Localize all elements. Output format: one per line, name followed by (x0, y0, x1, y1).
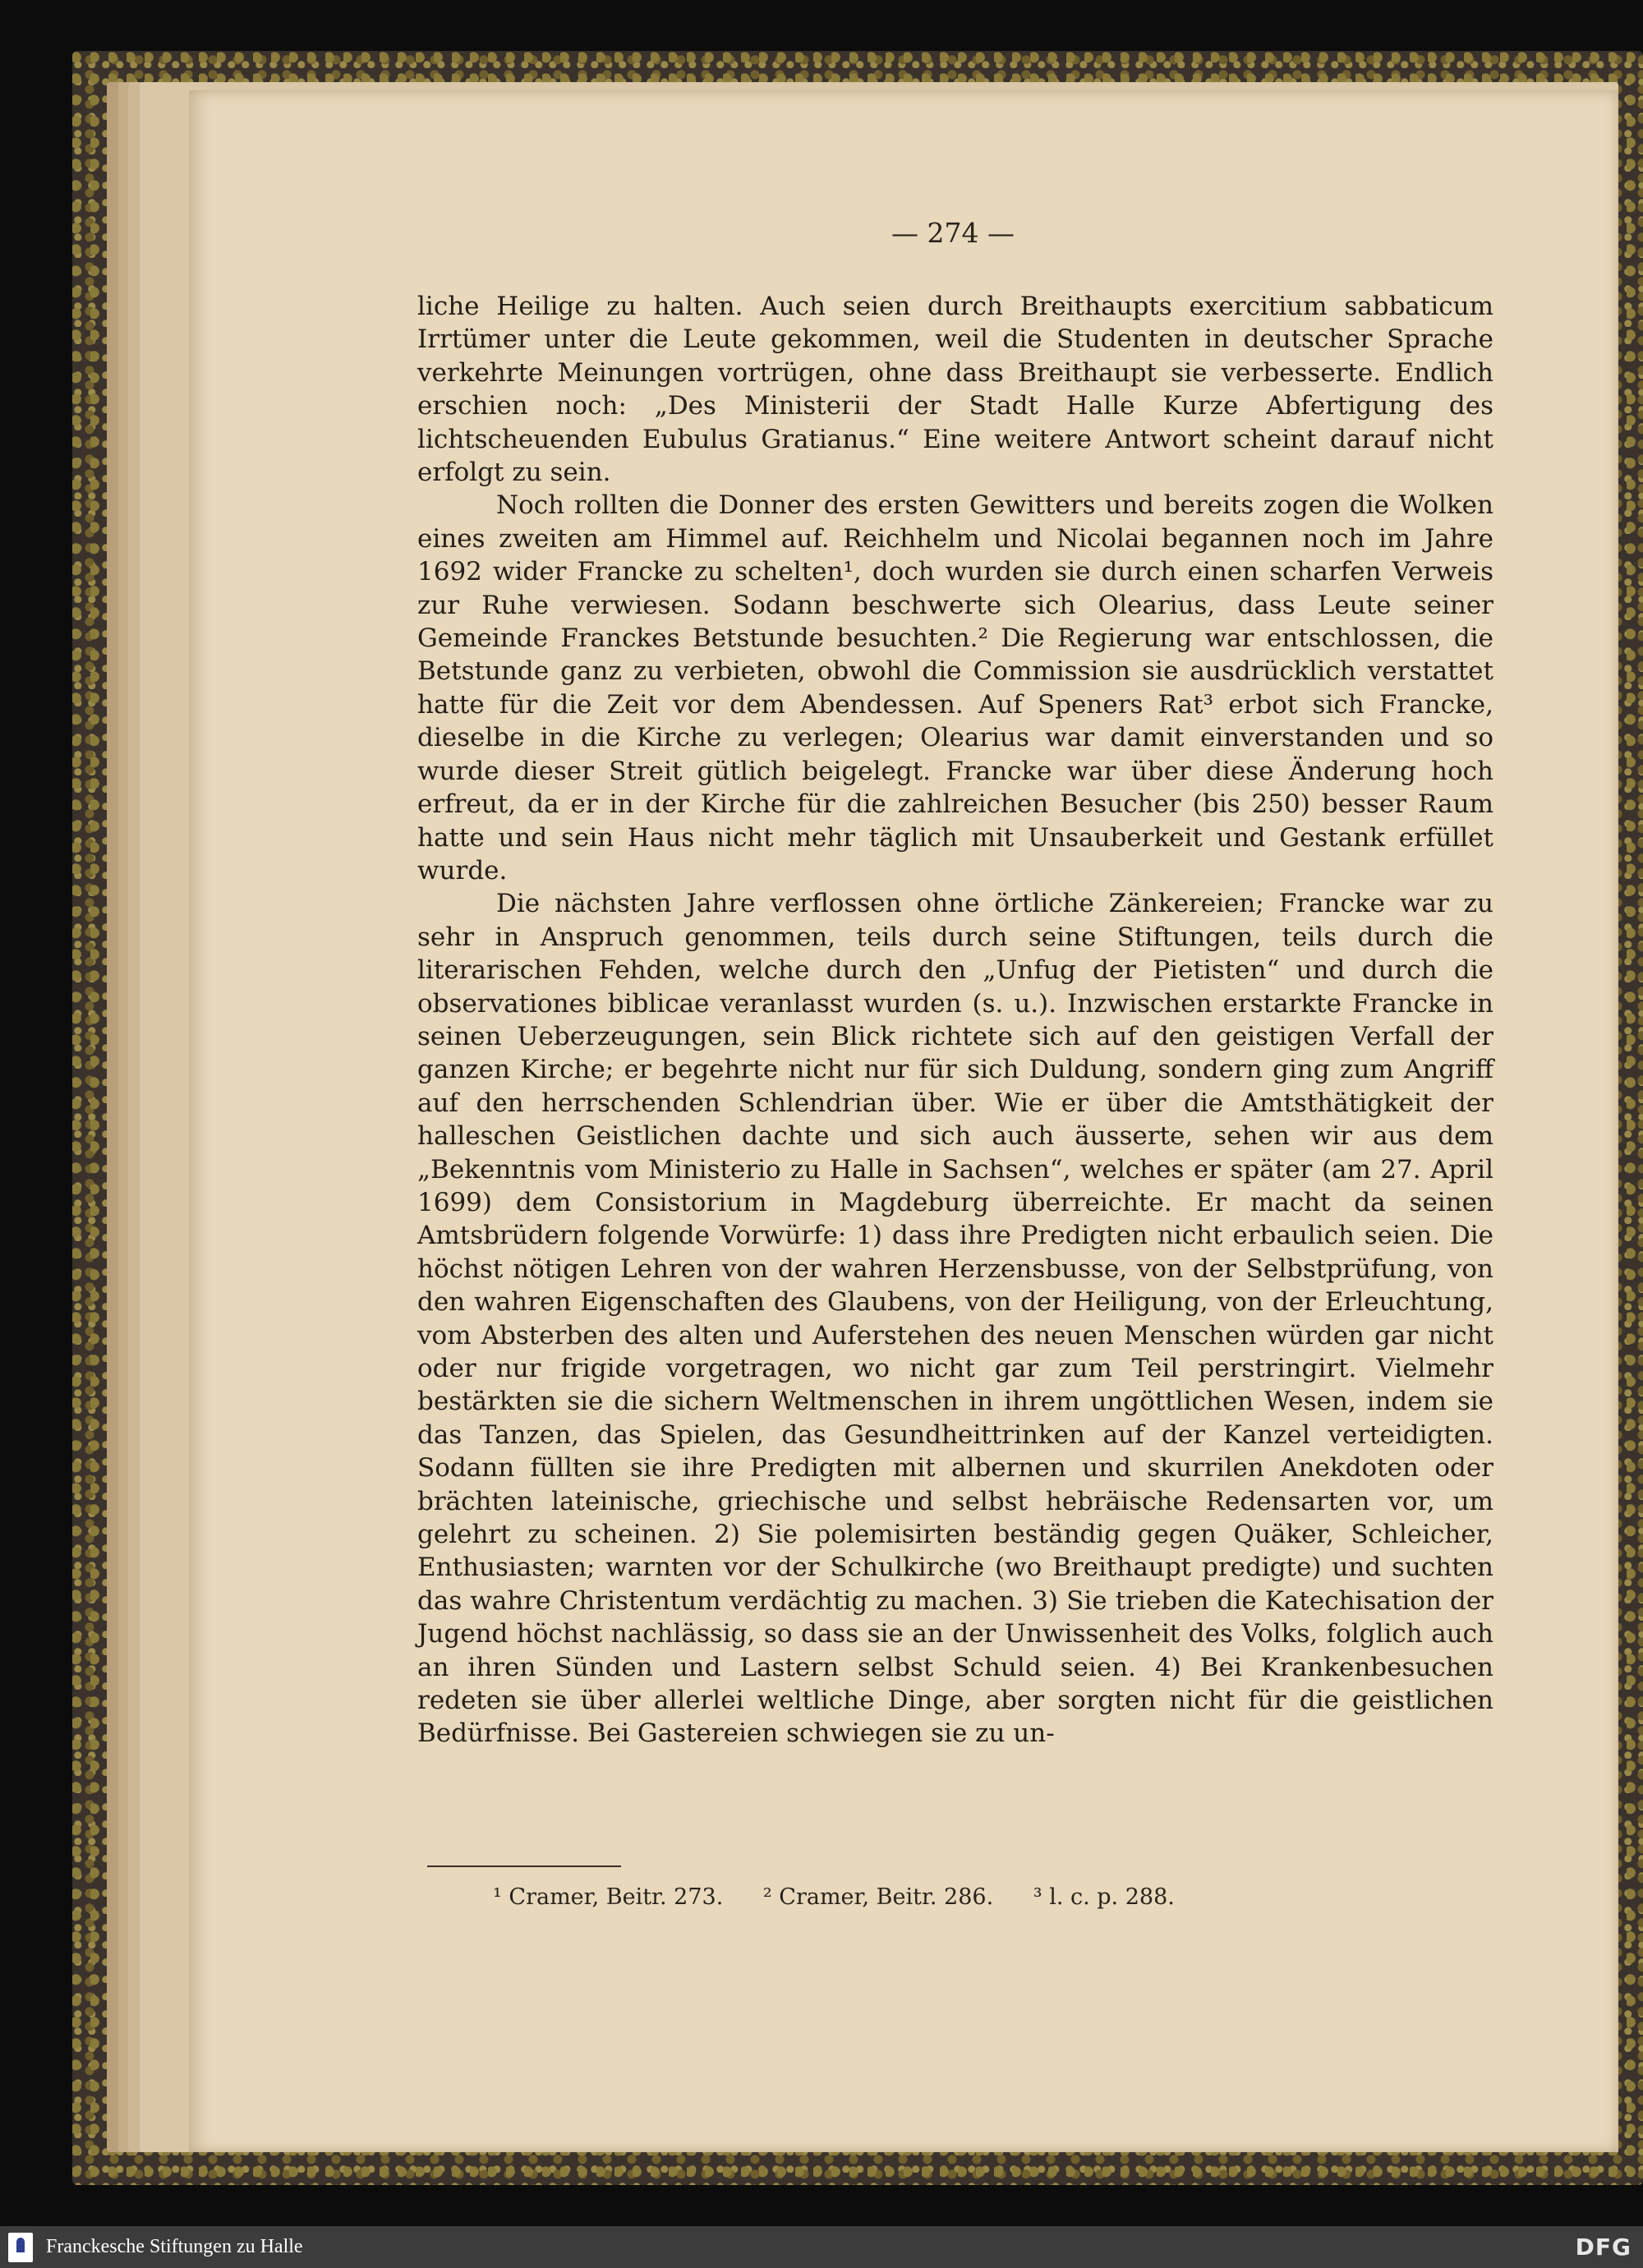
footnote-rule (427, 1865, 621, 1867)
body-text (417, 290, 1493, 1750)
footnote-3: ³ l. c. p. 288. (1033, 1884, 1175, 1910)
page-number-header: — 274 — (891, 217, 1015, 249)
footnote-2: ² Cramer, Beitr. 286. (762, 1884, 994, 1910)
institution-name: Franckesche Stiftungen zu Halle (46, 2236, 303, 2257)
paragraph-2: Noch rollten die Donner des ersten Gewitters und bereits zogen die Wolken eines zweiten am Himmel auf. Reichhelm und Nicolai begannen noch im Jahre 1692 wider Francke zu schelten¹, doch wurden sie durch einen scharfen Verweis zur Ruhe verwiesen. Sodann beschwerte sich Olearius, dass Leute seiner Gemeinde Franckes Betstunde besuchten.² Die Regierung war entschlossen, die Betstunde ganz zu verbieten, obwohl die Commission sie ausdrücklich verstattet hatte für die Zeit vor dem Abendessen. Auf Speners Rat³ erbot sich Francke, dieselbe in die Kirche zu verlegen; Olearius war damit einverstanden und so wurde dieser Streit gütlich beigelegt. Francke war über diese Änderung hoch erfreut, da er in der Kirche für die zahlreichen Besucher (bis 250) besser Raum hatte und sein Haus nicht mehr täglich mit Unsauberkeit und Gestank erfüllet wurde. (417, 490, 1493, 886)
footnote-1: ¹ Cramer, Beitr. 273. (493, 1884, 724, 1910)
paragraph-3: Die nächsten Jahre verflossen ohne örtliche Zänkereien; Francke war zu sehr in Anspruch genommen, teils durch seine Stiftungen, teils durch die literarischen Fehden, welche durch den „Unfug der Pietisten“ und durch die observationes biblicae veranlasst wurden (s. u.). Inzwischen erstarkte Francke in seinen Ueberzeugungen, sein Blick richtete sich auf den geistigen Verfall der ganzen Kirche; er begehrte nicht nur für sich Duldung, sondern ging zum Angriff auf den herrschenden Schlendrian über. Wie er über die Amtsthätigkeit der halleschen Geistlichen dachte und sich auch äusserte, sehen wir aus dem „Bekenntnis vom Ministerio zu Halle in Sachsen“, welches er später (am 27. April 1699) dem Consistorium in Magdeburg überreichte. Er macht da seinen Amtsbrüdern folgende Vorwürfe: 1) dass ihre Predigten nicht erbaulich seien. Die höchst nötigen Lehren von der wahren Herzensbusse, von der Selbstprüfung, von den wahren Eigenschaften des Glaubens, von der Heiligung, von der Erleuchtung, vom Absterben des alten und Auferstehen des neuen Menschen würden gar nicht oder nur frigide vorgetragen, wo nicht gar zum Teil perstringirt. Vielmehr bestärkten sie die sichern Weltmenschen in ihrem ungöttlichen Wesen, indem sie das Tanzen, das Spielen, das Gesundheittrinken auf der Kanzel verteidigten. Sodann füllten sie ihre Predigten mit albernen und skurrilen Anekdoten oder brächten lateinische, griechische und selbst hebräische Redensarten vor, um gelehrt zu scheinen. 2) Sie polemisirten beständig gegen Quäker, Schleicher, Enthusiasten; warnten vor der Schulkirche (wo Breithaupt predigte) und suchten das wahre Christentum verdächtig zu machen. 3) Sie trieben die Katechisation der Jugend höchst nachlässig, so dass sie an der Unwissenheit des Volks, folglich auch an ihren Sünden und Lastern selbst Schuld seien. 4) Bei Krankenbesuchen redeten sie über allerlei weltliche Dinge, aber sorgten nicht für die geistlichen Bedürfnisse. Bei Gastereien schwiegen sie zu un- (417, 889, 1493, 1749)
dfg-logo: DFG (1575, 2233, 1631, 2261)
footnotes (493, 1884, 1479, 1910)
viewer-footer (0, 2226, 1643, 2268)
institution-logo-icon (8, 2233, 33, 2262)
paragraph-1: liche Heilige zu halten. Auch seien durch Breithaupts exercitium sabbaticum Irrtümer unter die Leute gekommen, weil die Studenten in deutscher Sprache verkehrte Meinungen vortrügen, ohne dass Breithaupt sie verbesserte. Endlich erschien noch: „Des Ministerii der Stadt Halle Kurze Abfertigung des lichtscheuenden Eubulus Gratianus.“ Eine weitere Antwort scheint darauf nicht erfolgt zu sein. (417, 292, 1493, 488)
